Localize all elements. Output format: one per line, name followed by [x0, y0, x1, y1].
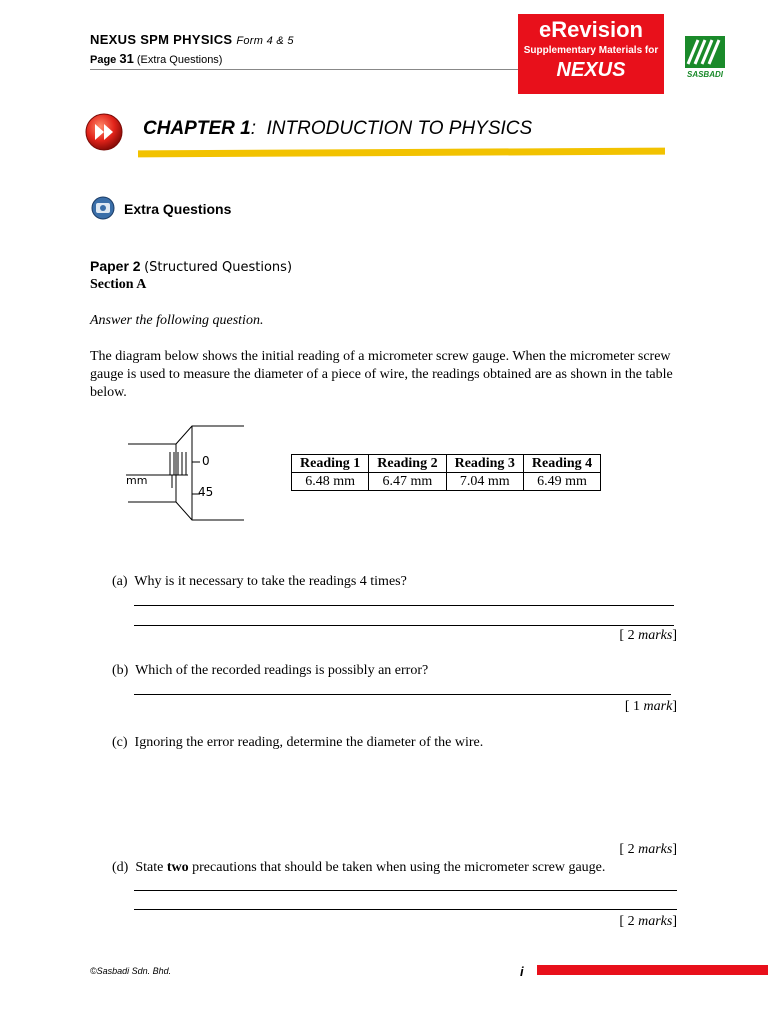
instruction-text: Answer the following question. — [90, 313, 264, 328]
header-rule — [90, 69, 520, 70]
question-label: (c) — [112, 735, 128, 750]
table-cell: 6.48 mm — [292, 473, 369, 491]
marks-d: [ 2 marks] — [619, 914, 677, 929]
publisher-name: SASBADI — [686, 70, 723, 79]
thimble-mark-bottom: 45 — [198, 485, 214, 499]
question-label: (a) — [112, 574, 128, 589]
question-text: Which of the recorded readings is possibly an error? — [135, 663, 429, 678]
micrometer-unit: mm — [126, 474, 148, 487]
marks-word: marks — [638, 842, 673, 857]
marks-c: [ 2 marks] — [619, 842, 677, 857]
micrometer-diagram — [118, 418, 268, 528]
answer-line[interactable] — [134, 909, 677, 910]
sasbadi-logo — [682, 34, 728, 84]
question-text: Why is it necessary to take the readings 4 times? — [134, 574, 407, 589]
question-a — [112, 574, 407, 590]
paper-label: Paper 2 — [90, 258, 141, 274]
sasbadi-logo-icon — [682, 34, 728, 70]
question-c — [112, 735, 483, 751]
marks-number: 2 — [627, 914, 635, 929]
paper-subtitle: (Structured Questions) — [144, 260, 293, 275]
table-header: Reading 2 — [369, 455, 446, 473]
question-text-post: precautions that should be taken when using the micrometer screw gauge. — [188, 860, 606, 875]
chapter-separator: : — [250, 118, 256, 139]
marks-number: 2 — [627, 628, 635, 643]
table-cell: 6.47 mm — [369, 473, 446, 491]
chapter-label: CHAPTER 1 — [143, 118, 251, 139]
question-text-pre: State — [135, 860, 167, 875]
brand-product: NEXUS — [556, 59, 626, 81]
answer-line[interactable] — [134, 605, 674, 606]
question-text-bold: two — [166, 860, 189, 875]
marks-word: mark — [643, 699, 673, 714]
question-label: (b) — [112, 663, 129, 678]
brand-main: eRevision — [539, 17, 643, 42]
chapter-underline — [138, 148, 665, 158]
page-indicator — [90, 51, 222, 66]
marks-number: 1 — [633, 699, 641, 714]
thimble-mark-top: 0 — [202, 454, 210, 468]
table-cell: 6.49 mm — [523, 473, 600, 491]
erevision-banner — [518, 14, 664, 94]
marks-a: [ 2 marks] — [619, 628, 677, 643]
table-row — [292, 473, 601, 491]
section-label: Section A — [90, 277, 147, 292]
answer-line[interactable] — [134, 890, 677, 891]
copyright: ©Sasbadi Sdn. Bhd. — [90, 966, 172, 976]
table-header: Reading 4 — [523, 455, 600, 473]
form-label: Form 4 & 5 — [236, 35, 294, 47]
brand-sub: Supplementary Materials for — [523, 45, 659, 56]
disc-icon — [91, 196, 115, 220]
paper-heading — [90, 258, 292, 276]
page-note: (Extra Questions) — [136, 54, 223, 66]
table-header: Reading 3 — [446, 455, 523, 473]
marks-word: marks — [638, 914, 673, 929]
table-header: Reading 1 — [292, 455, 369, 473]
answer-line[interactable] — [134, 625, 674, 626]
table-header-row — [292, 455, 601, 473]
footer-bar — [537, 965, 768, 975]
page-label: Page — [90, 54, 117, 66]
chapter-title — [143, 118, 532, 140]
marks-number: 2 — [627, 842, 635, 857]
chapter-name: INTRODUCTION TO PHYSICS — [266, 118, 533, 139]
marks-b: [ 1 mark] — [624, 699, 677, 714]
readings-table — [291, 454, 601, 491]
intro-paragraph: The diagram below shows the initial reading of a micrometer screw gauge. When the micrometer screw gauge is used to measure the diameter of a piece of wire, the readings obtained are as shown in the table below. — [90, 349, 673, 400]
header-title — [90, 32, 294, 47]
question-b — [112, 663, 428, 679]
answer-line[interactable] — [134, 694, 671, 695]
question-text: Ignoring the error reading, determine the diameter of the wire. — [134, 735, 484, 750]
question-d — [112, 860, 605, 876]
book-title: NEXUS SPM PHYSICS — [90, 32, 233, 47]
table-cell: 7.04 mm — [446, 473, 523, 491]
fast-forward-icon — [84, 112, 124, 152]
extra-questions-title: Extra Questions — [124, 201, 232, 217]
marks-word: marks — [638, 628, 673, 643]
question-label: (d) — [112, 860, 129, 875]
footer-page: i — [520, 964, 524, 979]
page-number: 31 — [119, 51, 134, 66]
